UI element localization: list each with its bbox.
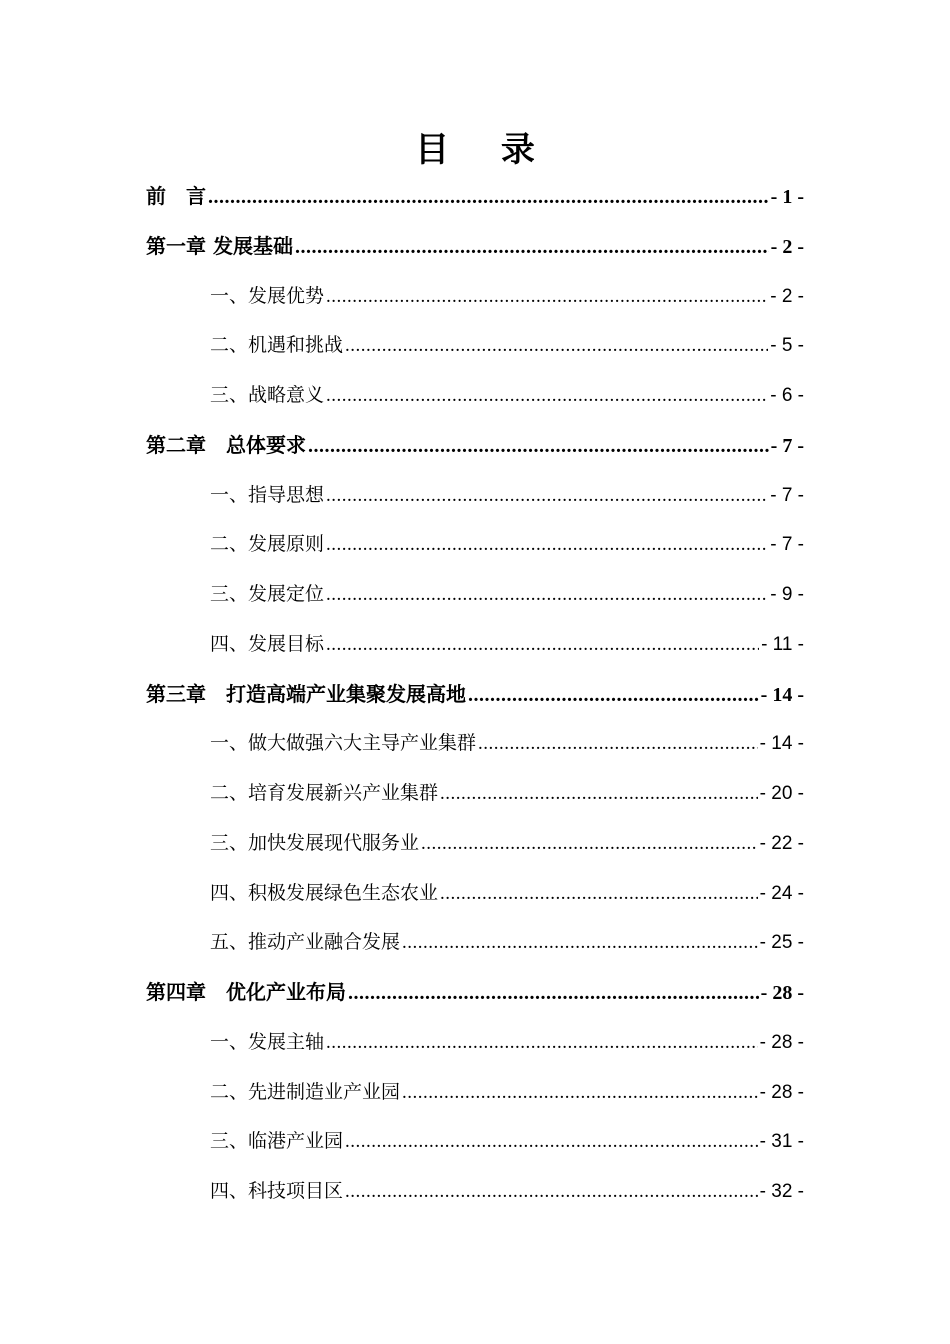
toc-leader-dots: [345, 321, 768, 371]
toc-leader-dots: [421, 819, 758, 869]
toc-entry[interactable]: [146, 918, 804, 968]
toc-leader-dots: [208, 173, 769, 222]
toc-leader-dots: [326, 1018, 758, 1068]
toc-entry[interactable]: [146, 819, 804, 869]
toc-entry-page: - 28 -: [760, 982, 804, 1004]
toc-entry[interactable]: [146, 769, 804, 819]
toc-entry-page: - 2 -: [770, 235, 804, 258]
toc-entry-label: 三、加快发展现代服务业: [210, 831, 420, 854]
toc-entry-label: 三、发展定位: [210, 583, 325, 605]
toc-entry-label: 五、推动产业融合发展: [210, 931, 401, 954]
toc-entry-page: - 22 -: [759, 832, 804, 854]
toc-entry-page: - 25 -: [759, 932, 804, 954]
toc-entry-label: 三、临港产业园: [210, 1130, 344, 1153]
toc-entry-label: 第四章 优化产业布局: [146, 980, 346, 1004]
toc-entry[interactable]: [146, 1117, 804, 1167]
toc-entry[interactable]: [146, 670, 804, 720]
toc-entry-label: 二、培育发展新兴产业集群: [210, 782, 439, 804]
toc-entry[interactable]: [146, 570, 804, 620]
toc-entry-page: - 14 -: [759, 733, 804, 755]
toc-entry[interactable]: [146, 968, 804, 1018]
toc-entry-page: - 1 -: [770, 186, 804, 208]
toc-entry-page: - 24 -: [759, 882, 804, 904]
toc-entry[interactable]: [146, 520, 804, 570]
toc-entry[interactable]: [146, 321, 804, 371]
toc-entry-page: - 31 -: [759, 1131, 804, 1153]
toc-entry-page: - 28 -: [759, 1031, 804, 1053]
toc-entry-label: 三、战略意义: [210, 384, 325, 406]
toc-entry-label: 一、发展优势: [210, 284, 325, 307]
toc-entry[interactable]: [146, 869, 804, 919]
toc-entry-label: 四、科技项目区: [210, 1180, 344, 1202]
toc-entry-page: - 32 -: [759, 1181, 804, 1202]
toc-entry-page: - 7 -: [770, 434, 804, 457]
toc-entry-page: - 11 -: [761, 633, 804, 655]
toc-leader-dots: [468, 671, 759, 720]
toc-leader-dots: [295, 223, 769, 272]
toc-leader-dots: [348, 969, 759, 1018]
toc-entry-page: - 2 -: [770, 285, 804, 307]
toc-entry[interactable]: [146, 172, 804, 222]
toc-leader-dots: [402, 918, 758, 968]
toc-entry-label: 一、指导思想: [210, 483, 325, 506]
toc-leader-dots: [478, 719, 758, 769]
toc-entry-label: 二、发展原则: [210, 533, 325, 556]
toc-leader-dots: [440, 869, 758, 919]
toc-entry[interactable]: [146, 421, 804, 471]
toc-entry-page: - 9 -: [770, 584, 804, 605]
toc-entry-label: 四、积极发展绿色生态农业: [210, 881, 439, 904]
toc-leader-dots: [326, 471, 768, 521]
toc-entry[interactable]: [146, 1167, 804, 1217]
toc-entry-label: 前 言: [146, 184, 206, 208]
toc-leader-dots: [402, 1068, 758, 1118]
toc-entry-label: 二、机遇和挑战: [210, 334, 344, 357]
toc-entry-page: - 14 -: [760, 683, 804, 706]
toc-entry[interactable]: [146, 222, 804, 272]
toc-entry[interactable]: [146, 1068, 804, 1118]
toc-leader-dots: [440, 769, 758, 819]
toc-entry-page: - 6 -: [770, 385, 804, 406]
toc-leader-dots: [308, 422, 769, 471]
toc-leader-dots: [326, 371, 768, 421]
toc-leader-dots: [345, 1117, 758, 1167]
toc-leader-dots: [326, 520, 768, 570]
toc-entry-label: 二、先进制造业产业园: [210, 1080, 401, 1103]
toc-entry-page: - 5 -: [770, 335, 804, 357]
toc-entry-label: 第一章 发展基础: [146, 233, 293, 258]
toc-entry[interactable]: [146, 371, 804, 421]
toc-leader-dots: [345, 1167, 758, 1217]
toc-leader-dots: [326, 272, 768, 322]
toc-entry-page: - 28 -: [759, 1081, 804, 1103]
toc-entry-page: - 7 -: [770, 484, 804, 506]
toc-entry-page: - 7 -: [770, 534, 804, 556]
toc-entry[interactable]: [146, 719, 804, 769]
toc-title: 目 录: [415, 130, 555, 170]
toc-entry[interactable]: [146, 471, 804, 521]
toc-entry-page: - 20 -: [759, 783, 804, 804]
toc-entry[interactable]: [146, 1018, 804, 1068]
toc-list: [146, 172, 804, 1217]
toc-entry[interactable]: [146, 272, 804, 322]
toc-entry-label: 四、发展目标: [210, 632, 325, 655]
toc-entry[interactable]: [146, 620, 804, 670]
toc-entry-label: 第二章 总体要求: [146, 432, 306, 457]
toc-leader-dots: [326, 570, 768, 620]
toc-entry-label: 一、发展主轴: [210, 1030, 325, 1053]
toc-leader-dots: [326, 620, 759, 670]
toc-entry-label: 第三章 打造高端产业集聚发展高地: [146, 681, 466, 706]
toc-entry-label: 一、做大做强六大主导产业集群: [210, 732, 477, 755]
